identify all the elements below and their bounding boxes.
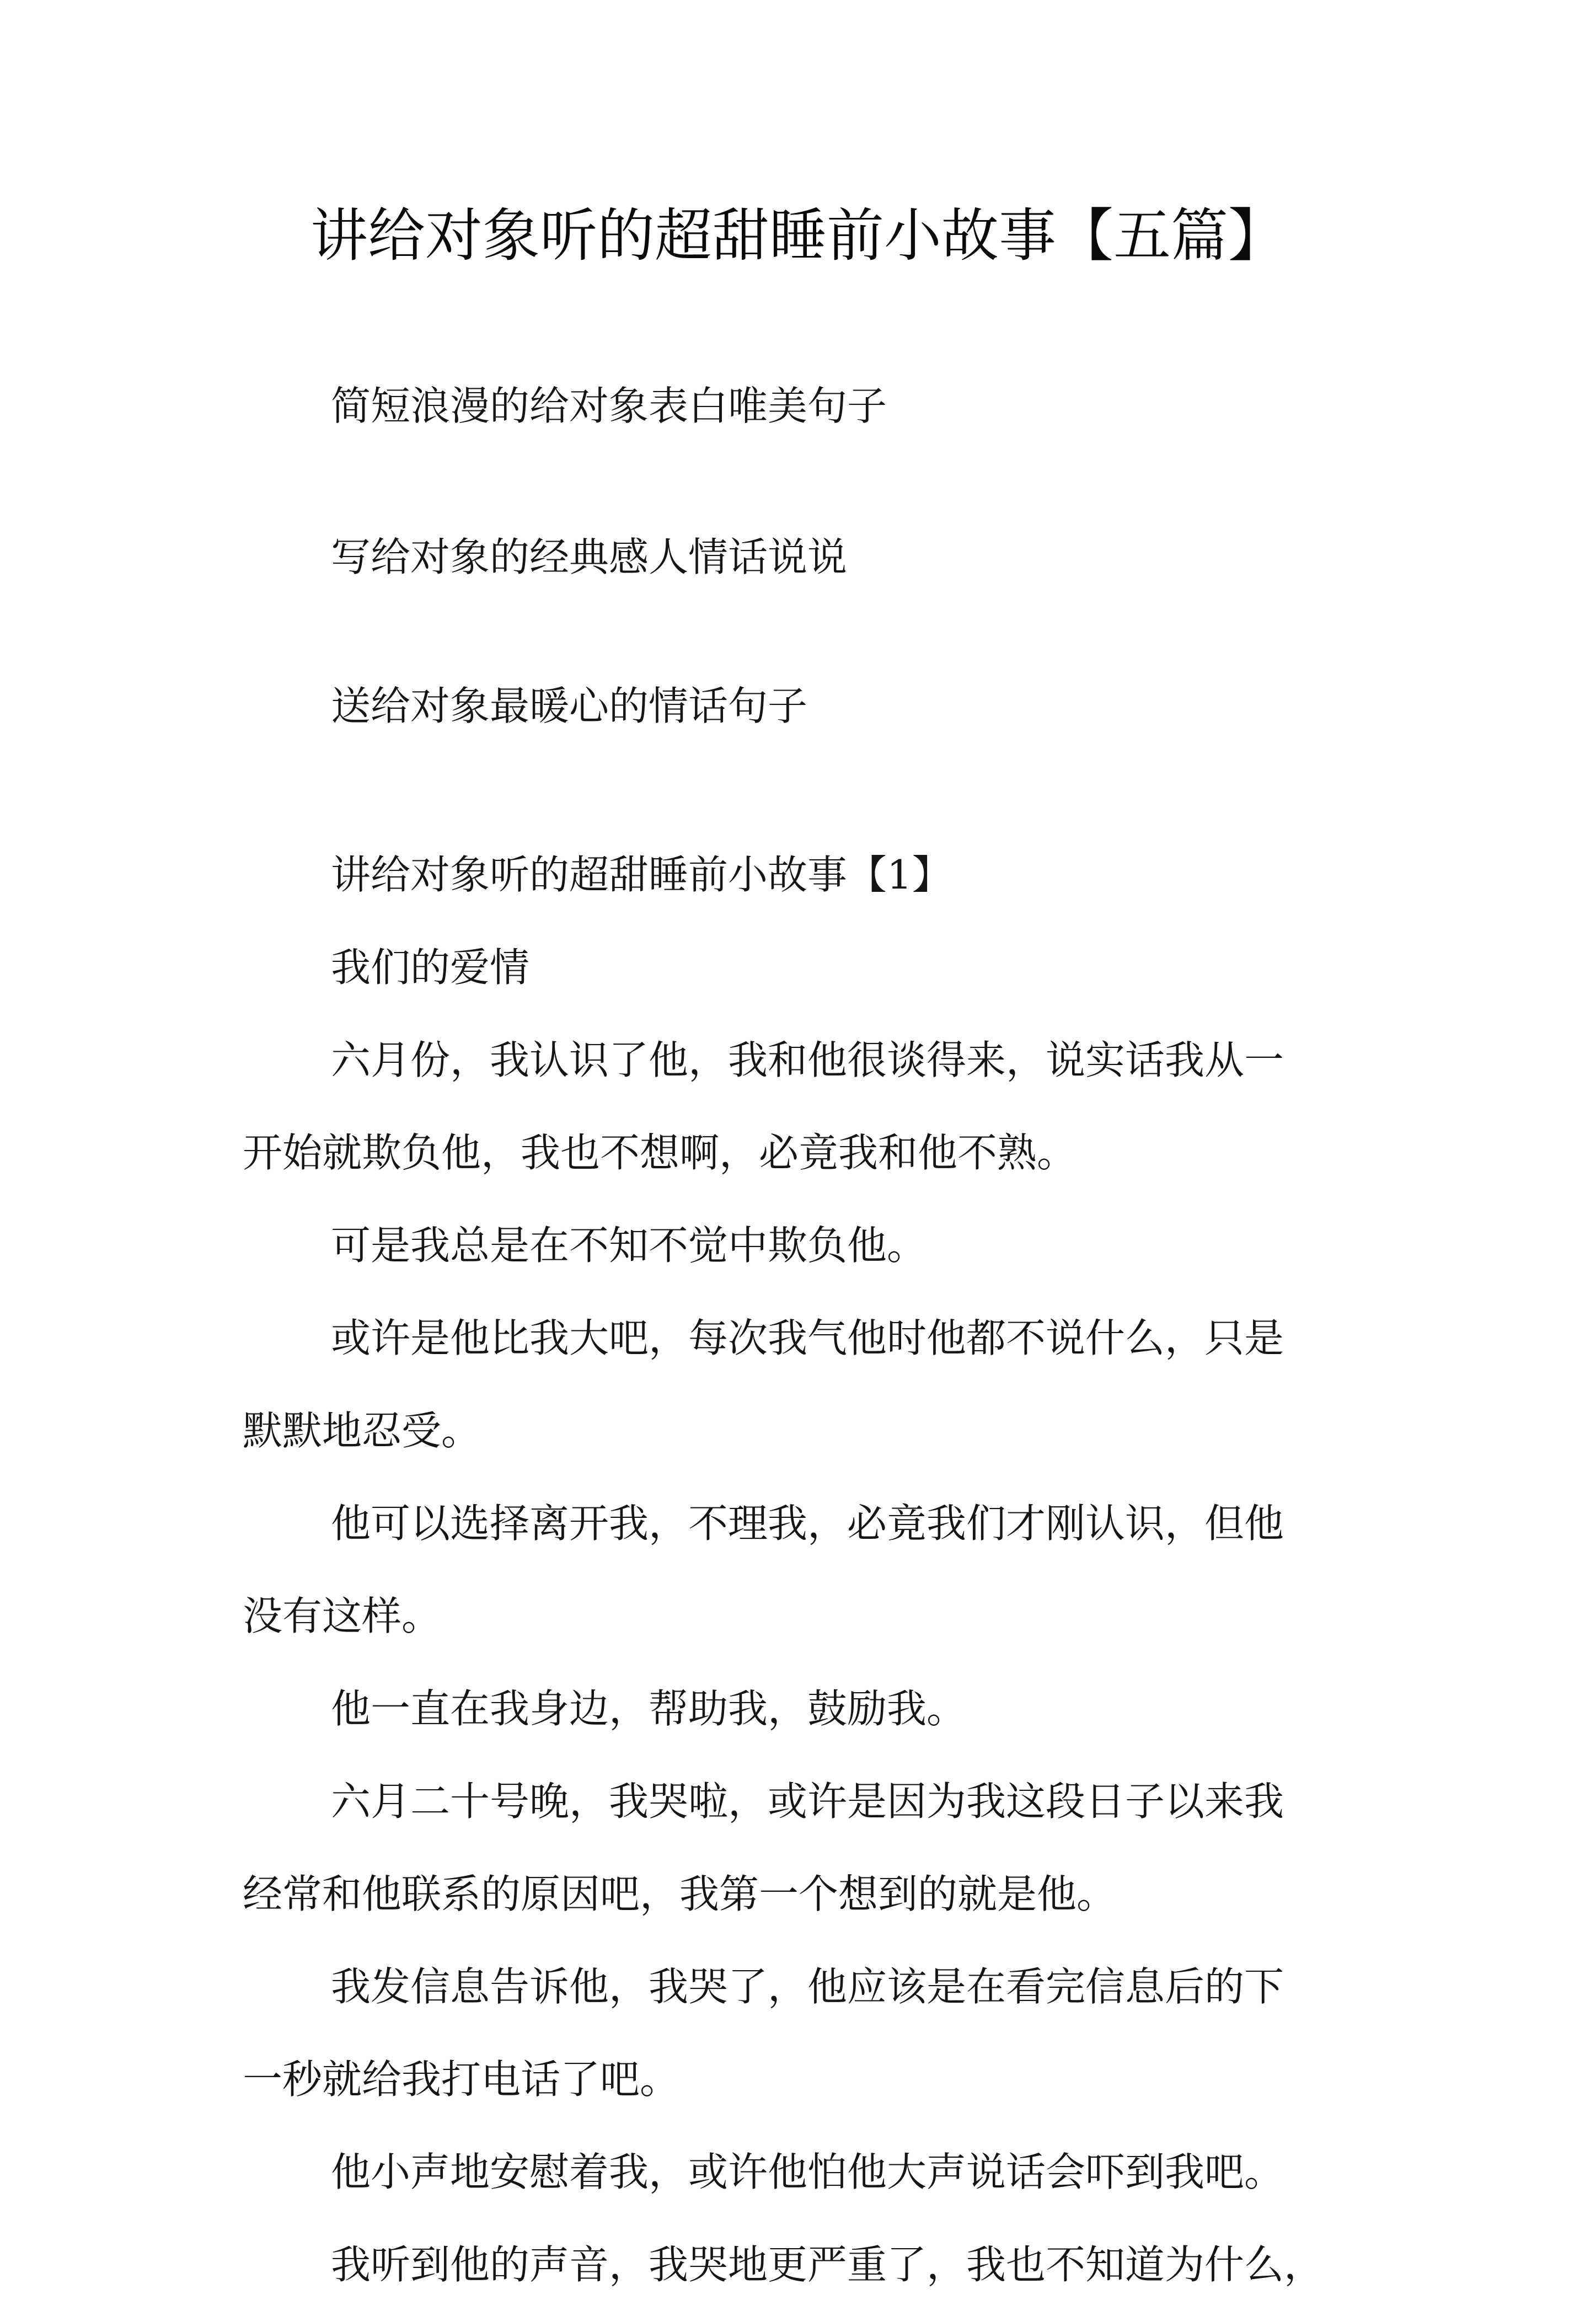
body-line: 我听到他的声音，我哭地更严重了，我也不知道为什么，: [331, 2242, 1324, 2288]
related-article-link[interactable]: 送给对象最暖心的情话句子: [331, 683, 808, 729]
body-line: 他小声地安慰着我，或许他怕他大声说话会吓到我吧。: [331, 2149, 1284, 2195]
body-line: 没有这样。: [243, 1593, 442, 1639]
body-line: 或许是他比我大吧，每次我气他时他都不说什么，只是: [331, 1315, 1284, 1361]
body-line: 默默地忍受。: [243, 1408, 481, 1454]
related-article-link[interactable]: 简短浪漫的给对象表白唯美句子: [331, 383, 887, 429]
body-line: 六月份，我认识了他，我和他很谈得来，说实话我从一: [331, 1037, 1284, 1083]
body-line: 他可以选择离开我，不理我，必竟我们才刚认识，但他: [331, 1500, 1284, 1547]
body-line: 可是我总是在不知不觉中欺负他。: [331, 1222, 927, 1269]
document-title: 讲给对象听的超甜睡前小故事【五篇】: [310, 202, 1286, 269]
body-line: 开始就欺负他，我也不想啊，必竟我和他不熟。: [243, 1130, 1077, 1176]
story-title: 我们的爱情: [331, 944, 530, 991]
section-heading: 讲给对象听的超甜睡前小故事【1】: [331, 852, 952, 898]
body-line: 经常和他联系的原因吧，我第一个想到的就是他。: [243, 1871, 1117, 1917]
story-body: [243, 828, 1357, 2311]
related-article-link[interactable]: 写给对象的经典感人情话说说: [331, 534, 848, 580]
body-line: 他一直在我身边，帮助我，鼓励我。: [331, 1686, 967, 1732]
body-line: 我发信息告诉他，我哭了，他应该是在看完信息后的下: [331, 1964, 1284, 2010]
body-line: 一秒就给我打电话了吧。: [243, 2056, 680, 2103]
body-line: 六月二十号晚，我哭啦，或许是因为我这段日子以来我: [331, 1778, 1284, 1825]
